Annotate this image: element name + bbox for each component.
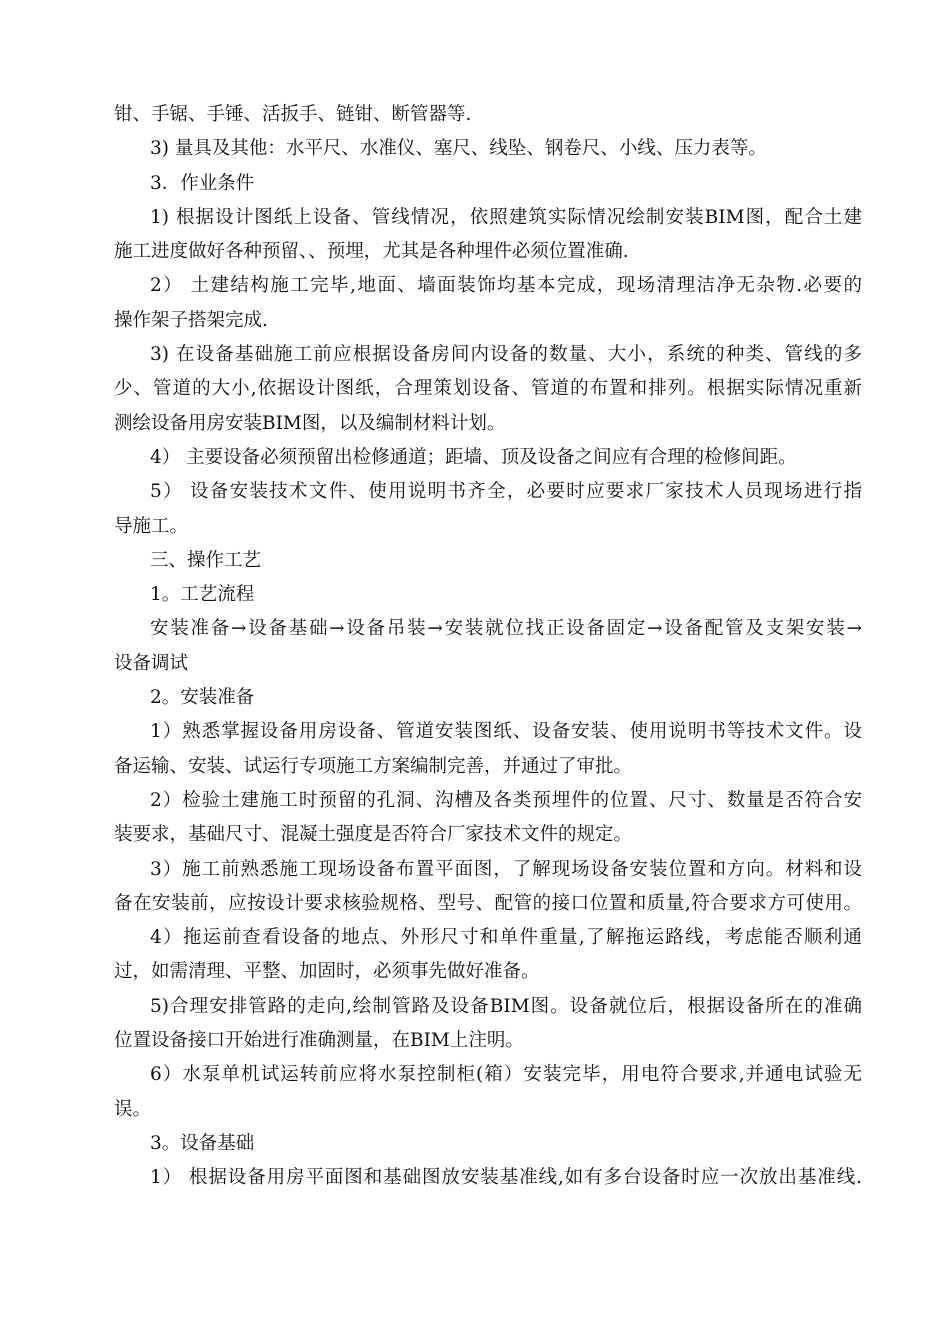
text-line: 少、管道的大小,依据设计图纸，合理策划设备、管道的布置和排列。根据实际情况重新: [114, 378, 862, 400]
text-line: 6）水泵单机试运转前应将水泵控制柜(箱）安装完毕，用电符合要求,并通电试验无: [150, 1064, 862, 1086]
text-line: 施工进度做好各种预留、、预埋，尤其是各种埋件必须位置准确.: [114, 241, 629, 263]
document-page: [114, 98, 862, 1196]
text-line: 3) 在设备基础施工前应根据设备房间内设备的数量、大小，系统的种类、管线的多: [150, 344, 862, 366]
text-line: 操作架子搭架完成.: [114, 309, 268, 331]
section-heading: 3．作业条件: [150, 172, 255, 194]
text-line: 3) 量具及其他：水平尺、水准仪、塞尺、线坠、钢卷尺、小线、压力表等。: [150, 138, 767, 160]
subsection-heading: 2。安装准备: [150, 687, 255, 709]
section-heading: 三、操作工艺: [150, 549, 262, 571]
text-line: 备在安装前，应按设计要求核验规格、型号、配管的接口位置和质量,符合要求方可使用。: [114, 892, 862, 914]
text-line: 4） 主要设备必须预留出检修通道；距墙、顶及设备之间应有合理的检修间距。: [150, 446, 797, 468]
text-line: 1) 根据设计图纸上设备、管线情况，依照建筑实际情况绘制安装BIM图，配合土建: [150, 206, 862, 228]
text-line: 位置设备接口开始进行准确测量，在BIM上注明。: [114, 1030, 524, 1052]
text-line: 3）施工前熟悉施工现场设备布置平面图，了解现场设备安装位置和方向。材料和设: [150, 858, 862, 880]
text-line: 2） 土建结构施工完毕,地面、墙面装饰均基本完成，现场清理洁净无杂物.必要的: [150, 275, 862, 297]
text-line: 备运输、安装、试运行专项施工方案编制完善，并通过了审批。: [114, 755, 633, 777]
text-line: 钳、手锯、手锤、活扳手、链钳、断管器等.: [114, 104, 472, 125]
text-line: 5） 设备安装技术文件、使用说明书齐全，必要时应要求厂家技术人员现场进行指: [150, 481, 862, 503]
text-line: 4）拖运前查看设备的地点、外形尺寸和单件重量,了解拖运路线，考虑能否顺利通: [150, 927, 862, 949]
text-line: 过，如需清理、平整、加固时，必须事先做好准备。: [114, 961, 540, 983]
text-line: 装要求，基础尺寸、混凝土强度是否符合厂家技术文件的规定。: [114, 824, 633, 846]
text-line: 2）检验土建施工时预留的孔洞、沟槽及各类预埋件的位置、尺寸、数量是否符合安: [150, 789, 862, 811]
text-line: 1） 根据设备用房平面图和基础图放安装基准线,如有多台设备时应一次放出基准线.: [150, 1167, 862, 1189]
subsection-heading: 1。工艺流程: [150, 584, 255, 606]
text-line: 误。: [114, 1098, 152, 1120]
subsection-heading: 3。设备基础: [150, 1132, 255, 1154]
text-line: 导施工。: [114, 515, 189, 537]
text-line: 1）熟悉掌握设备用房设备、管道安装图纸、设备安装、使用说明书等技术文件。设: [150, 721, 862, 743]
process-flow-line: 设备调试: [114, 652, 189, 674]
process-flow-line: 安装准备→设备基础→设备吊装→安装就位找正设备固定→设备配管及支架安装→: [150, 618, 862, 640]
text-line: 5)合理安排管路的走向,绘制管路及设备BIM图。设备就位后，根据设备所在的准确: [150, 995, 862, 1017]
text-line: 测绘设备用房安装BIM图，以及编制材料计划。: [114, 412, 506, 434]
